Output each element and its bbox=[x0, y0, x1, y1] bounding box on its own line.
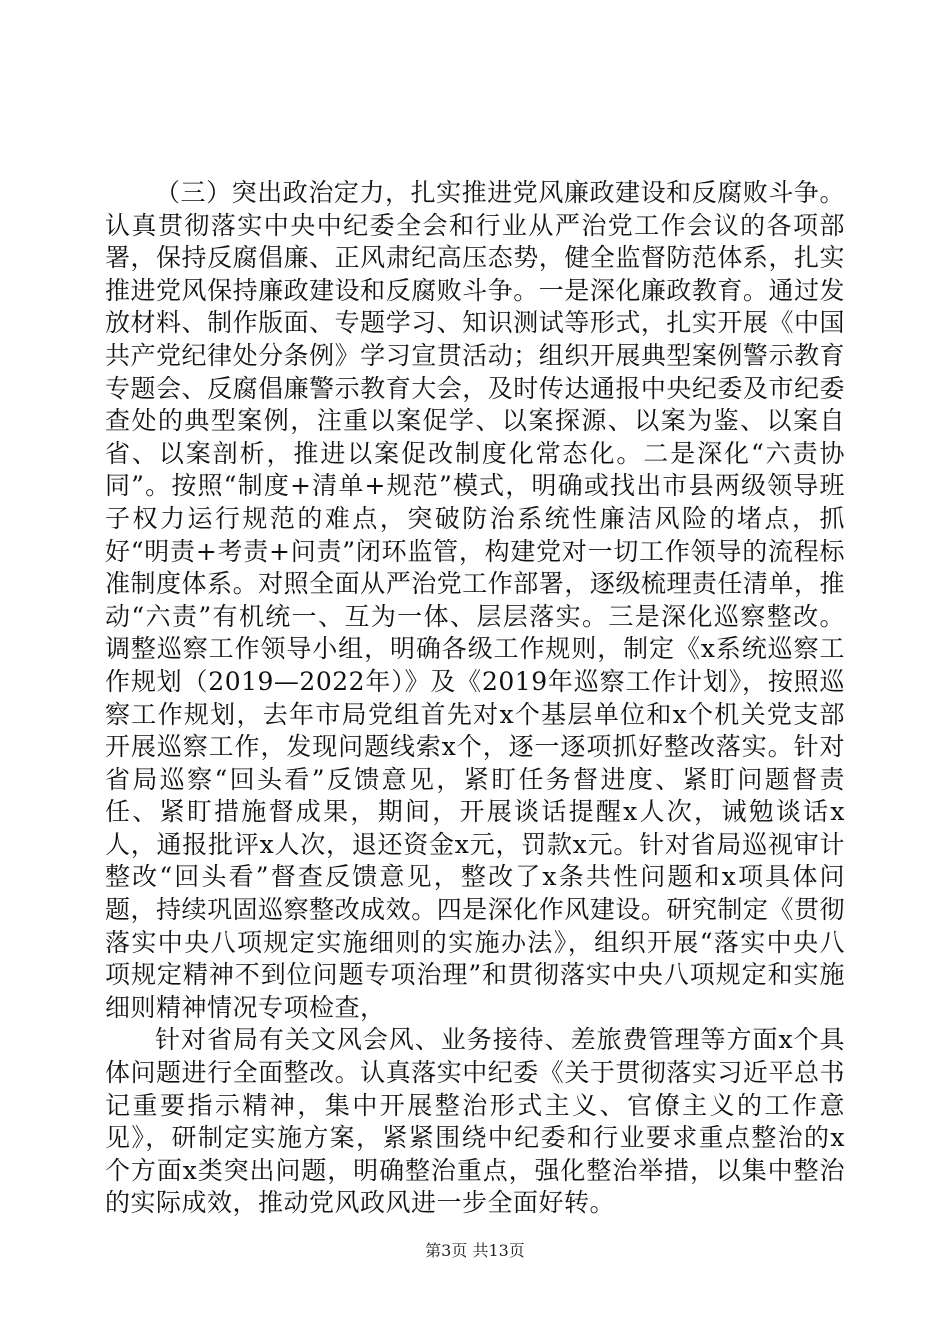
page-number-label: 第3页 共13页 bbox=[425, 1241, 525, 1260]
page-footer bbox=[0, 1241, 950, 1261]
paragraph-2: 针对省局有关文风会风、业务接待、差旅费管理等方面x个具体问题进行全面整改。认真落实中纪委《关于贯彻落实习近平总书记重要指示精神，集中开展整治形式主义、官僚主义的工作意见》，研制定实施方案，紧紧围绕中纪委和行业要求重点整治的x个方面x类突出问题，明确整治重点，强化整治举措，以集中整治的实际成效，推动党风政风进一步全面好转。 bbox=[105, 1025, 845, 1218]
document-body bbox=[105, 177, 845, 1220]
paragraph-1: （三）突出政治定力，扎实推进党风廉政建设和反腐败斗争。认真贯彻落实中央中纪委全会和行业从严治党工作会议的各项部署，保持反腐倡廉、正风肃纪高压态势，健全监督防范体系，扎实推进党风保持廉政建设和反腐败斗争。一是深化廉政教育。通过发放材料、制作版面、专题学习、知识测试等形式，扎实开展《中国共产党纪律处分条例》学习宣贯活动；组织开展典型案例警示教育专题会、反腐倡廉警示教育大会，及时传达通报中央纪委及市纪委查处的典型案例，注重以案促学、以案探源、以案为鉴、以案自省、以案剖析，推进以案促改制度化常态化。二是深化“六责协同”。按照“制度+清单+规范”模式，明确或找出市县两级领导班子权力运行规范的难点，突破防治系统性廉洁风险的堵点，抓好“明责+考责+问责”闭环监管，构建党对一切工作领导的流程标准制度体系。对照全面从严治党工作部署，逐级梳理责任清单，推动“六责”有机统一、互为一体、层层落实。三是深化巡察整改。调整巡察工作领导小组，明确各级工作规则，制定《x系统巡察工作规划（2019—2022年）》及《2019年巡察工作计划》，按照巡察工作规划，去年市局党组首先对x个基层单位和x个机关党支部开展巡察工作，发现问题线索x个，逐一逐项抓好整改落实。针对省局巡察“回头看”反馈意见，紧盯任务督进度、紧盯问题督责任、紧盯措施督成果，期间，开展谈话提醒x人次，诫勉谈话x人，通报批评x人次，退还资金x元，罚款x元。针对省局巡视审计整改“回头看”督查反馈意见，整改了x条共性问题和x项具体问题，持续巩固巡察整改成效。四是深化作风建设。研究制定《贯彻落实中央八项规定实施细则的实施办法》，组织开展“落实中央八项规定精神不到位问题专项治理”和贯彻落实中央八项规定和实施细则精神情况专项检查， bbox=[105, 178, 845, 1022]
